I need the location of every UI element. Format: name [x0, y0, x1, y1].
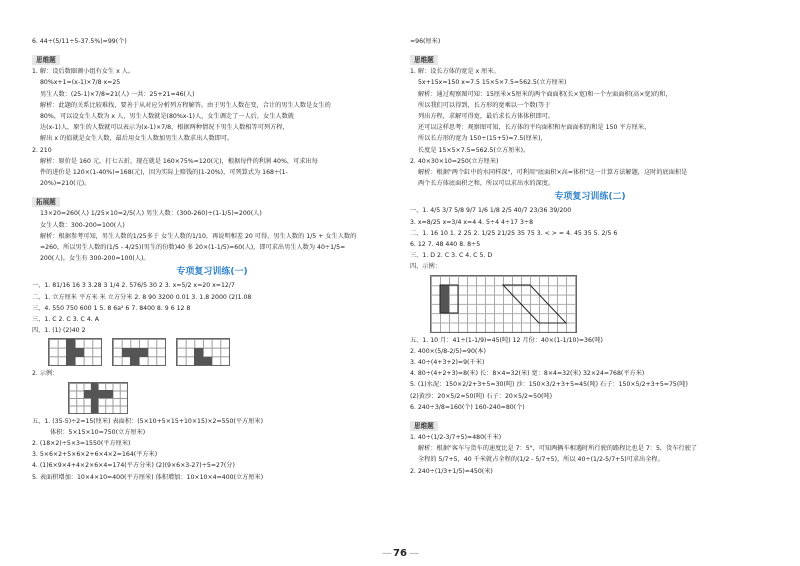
answer-line: 2. 40×30×10=250(立方厘米): [410, 157, 499, 165]
grid-shaded-cell: [130, 357, 139, 366]
answer-line: 件的进价是 120×(1-40%)=168(元)，因为实际上赔钱的(1-20%)，可列算式为 168÷(1-: [40, 169, 288, 177]
answer-line: 四、1. (1) (2)40 2: [32, 327, 86, 335]
answer-line: 4. (1)6×9×4+4×2×6×4=174(平方分米) (2)(9×6×3-27)÷5=27(分): [32, 462, 235, 470]
net-shaded-cell: [91, 383, 98, 391]
answer-line: 2. 示例：: [32, 370, 59, 378]
shape-grid: [176, 338, 230, 366]
answer-line: 1. 40÷(1/2-3/7+5)=480(千米): [410, 434, 502, 442]
section-label: 拓展题: [32, 197, 60, 207]
cross-net-figure: [68, 382, 128, 414]
answer-line: 全程的 5/7+5，40 千米就占全程的(1/2 - 5/7+5)，所以 40÷(1/2-5/7+5)可求出全程。: [418, 456, 664, 464]
answer-line: 5x+15x=150 x=7.5 15×5×7.5=562.5(立方厘米): [418, 79, 567, 87]
answer-line: 二、1. 16 10 1. 2 25 2. 1/25 21/25 35 75 3. < > = 4. 45 35 5. 2/5 6: [410, 229, 618, 237]
answer-line: 解析：根据"客车与货车的速度比是 7：5"，可知两辆车相遇时所行驶的路程比也是 7：5，货车行驶了: [418, 445, 698, 453]
answer-line: 2. 240÷(1/3+1/5)=450(米): [410, 467, 493, 475]
answer-line: 13×20=260(人) 1/25×10=2/5(人) 男生人数：(300-260)÷(1-1/5)=200(人): [40, 210, 262, 218]
shaded-rect: [440, 285, 449, 313]
example-figure: [430, 275, 577, 333]
net-shaded-cell: [84, 390, 91, 398]
answer-line: 4. 80÷(4+2+3)=8(米) 长：8×4=32(米) 宽：8×4=32(米) 32×24=768(平方米): [410, 370, 645, 378]
answer-line: 5. (1)水泥：150×2/2+3+5=30(吨) 沙：150×3/2+3+5=45(吨) 石子：150×5/2+3+5=75(吨): [410, 381, 688, 389]
grid-shaded-cell: [203, 357, 212, 366]
section-label: 思维题: [32, 55, 60, 65]
answer-line: 五、1. (35-5)÷2=15(厘米) 表面积：(5×10+5×15+10×15)×2=550(平方厘米): [32, 417, 264, 425]
shape-grid: [112, 338, 166, 366]
view-grids: [32, 338, 392, 366]
answer-line: 3. 5×6×2+5×6×2+6×4×2=164(平方米): [32, 451, 158, 459]
answer-line: 80%，可以设女生人数为 x 人，男生人数就是(80%x-1)人，女生调走了一人后，女生人数就: [40, 113, 294, 121]
answer-line: 体积：5×15×10=750(立方厘米): [50, 428, 146, 436]
section-label-row: [410, 47, 770, 66]
grid-shaded-cell: [130, 348, 139, 357]
answer-line: 达(x-1)人，原生的人数就可以表示为(x-1)×7/8，根据两种情况下男生人数相等可列方程，: [40, 124, 289, 132]
section-label: 思维题: [410, 421, 438, 431]
net-shaded-cell: [91, 405, 98, 413]
grid-shaded-cell: [122, 348, 131, 357]
answer-line: 三、1. C 2. C 3. C 4. A: [32, 316, 99, 324]
answer-line: 1. 解：设长方体的宽是 x 厘米。: [410, 68, 500, 76]
answer-line: 二、1. 立方厘米 平方米 米 立方分米 2. 8 90 3200 0.01 3. 1.8 2000 (2)1.08: [32, 293, 252, 301]
grid-shaded-cell: [139, 348, 148, 357]
answer-line: 解出 x 的值就是女生人数，最后用女生人数加男生人数求出人数即可。: [40, 135, 234, 143]
answer-line: 3. x=8/25 x=3/4 x=4 4. 5÷4 4÷17 3÷8: [410, 218, 534, 226]
answer-line: 解析：通过观察图可知：15厘米×5厘米的两个面面积(长×宽)和一个左面面积(高×宽)的和，: [418, 90, 672, 98]
answer-line: 女生人数：300-200=100(人): [40, 221, 125, 229]
answer-line: 解析：原价是 160 元，打七五折，现在就是 160×75%=120(元)，根据每件的利润 40%，可求出每: [40, 157, 318, 165]
answer-line: 男生人数：(25-1)×7/8=21(人) 一共：25+21=46(人): [40, 90, 195, 98]
net-shaded-cell: [105, 390, 112, 398]
net-shaded-cell: [98, 390, 105, 398]
net-shaded-cell: [91, 398, 98, 406]
answer-line: 2. 400×(5/8-2/5)=90(本): [410, 347, 486, 355]
answer-line: 所以我们可以得到，长方形的宽乘以一个数(等于: [418, 101, 551, 109]
answer-line: 所以长方形的宽为 150÷(15+5)=7.5(厘米)，: [418, 135, 547, 143]
answer-line: 2. (18×2)÷5×3=1550(平方厘米): [32, 440, 131, 448]
grid-shaded-cell: [75, 348, 84, 357]
left-column: [32, 36, 392, 483]
right-column: [410, 36, 770, 477]
section-label-row: [32, 47, 392, 66]
answer-line: 1. 解：设后数圈调小组有女生 x 人。: [32, 68, 135, 76]
answer-line: 5. 表面积增加：10×4×10=400(平方厘米) 体积增加：10×10×4=400(立方厘米): [32, 473, 264, 481]
answer-line: 6. 12 7. 48 440 8. 8÷5: [410, 241, 481, 249]
answer-line: 解析：根据参考可知，男生人数的1/25多于 女生人数的1/10，再说明相差 20 可得，男生人数的 1/5 + 女生人数的: [40, 232, 357, 240]
answer-line: 长度是 15×5×7.5=562.5(立方厘米)。: [418, 146, 530, 154]
grid-shaded-cell: [66, 357, 75, 366]
answer-line: 2. 210: [32, 146, 52, 154]
grid-shaded-cell: [66, 339, 75, 348]
page-number-footer: — 76 —: [381, 548, 419, 559]
answer-line: 一、1. 81/16 16 3 3.28 3 1/4 2. 576/5 30 2 3. x=5/2 x=20 x=12/7: [32, 282, 235, 290]
answer-line: 解析：根据"两个缸中的水同样深"，可利用"底面积×高=体积"这一计算方法解题，这时的底面积是: [418, 169, 688, 177]
shape-grid: [48, 338, 102, 366]
figure-drawing: [431, 276, 576, 332]
section-label: 思维题: [410, 55, 438, 65]
grid-shaded-cell: [194, 348, 203, 357]
grid-shaded-cell: [194, 357, 203, 366]
answer-line: 解析：此题的关系比较难找，要善于从对应分析列方程解答。由于男生人数在变，合计的男生人数是女生的: [40, 101, 331, 109]
section-label-row: [410, 413, 770, 432]
answer-line: 6. 44÷(5/11÷5-37.5%)=99(个): [32, 38, 127, 45]
answer-line: 3. 40÷(4+3+2)=9(千米): [410, 359, 485, 367]
net-shaded-cell: [91, 390, 98, 398]
answer-line: 列出方程，求解可得宽，最后求长方体体积即可。: [418, 113, 555, 121]
section-title: 专项复习训练(二): [554, 192, 626, 203]
page-number: 76: [393, 548, 407, 559]
section-label-row: [32, 189, 392, 208]
answer-line: =96(厘米): [410, 38, 441, 45]
answer-line: 两个长方体底面积之和，所以可以求出水的深度。: [418, 180, 555, 188]
answer-line: 200(人)，女生有 300-200=100(人)。: [40, 255, 150, 263]
section-title: 专项复习训练(一): [176, 267, 248, 278]
answer-line: 6. 240÷3/8=160(个) 160-240=80(个): [410, 403, 525, 411]
parallelogram: [503, 285, 566, 323]
grid-shaded-cell: [66, 348, 75, 357]
answer-line: 80%x+1=(x-1)×7/8 x=25: [40, 79, 121, 87]
answer-line: 三、4. 550 750 600 1 5. 8 6a² 6 7. 8400 8. 9 6 12 8: [32, 304, 191, 312]
answer-line: 一、1. 4/5 3/7 5/8 9/7 1/6 1/8 2/5 40/7 23/36 39/200: [410, 207, 572, 215]
answer-line: 四、示例：: [410, 263, 441, 271]
answer-line: 20%)=210(元)。: [40, 180, 91, 188]
answer-line: 三、1. D 2. C 3. C 4. C 5. D: [410, 252, 493, 260]
answer-line: (2)黄沙：20×5/2=50(吨) 石子：20×5/2=50(吨): [410, 392, 553, 400]
answer-line: 还可以这样思考：观察图可知，长方体的平均面积和左面面积的和是 150 平方厘米，: [418, 124, 651, 132]
answer-line: 五、1. 10 月：41÷(1-1/9)=45(吨) 12 月份：40×(1-1/10)=36(吨): [410, 336, 603, 344]
answer-line: =260，所以男生人数的(1/5 - 4/25)(男生的份数)40 多 20×(1-1/5)=60(人)，即可求出男生人数为 40÷1/5=: [40, 244, 346, 252]
